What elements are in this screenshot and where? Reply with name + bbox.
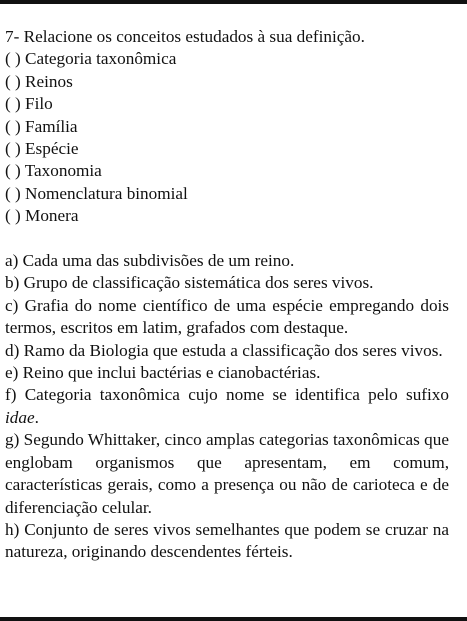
concept-item-taxonomia: ( ) Taxonomia [5,161,102,181]
definition-f-period: . [34,407,39,427]
concept-item-monera: ( ) Monera [5,206,79,226]
question-title: 7- Relacione os conceitos estudados à sua definição. [5,27,365,46]
spacer [5,228,449,250]
bottom-border-rule [0,617,467,621]
definition-e: e) Reino que inclui bactérias e cianobactérias. [5,363,321,383]
definition-c: c) Grafia do nome científico de uma espécie empregando dois termos, escritos em latim, grafados com destaque. [5,295,449,338]
concept-item-especie: ( ) Espécie [5,139,79,159]
concept-item-categoria-taxonomica: ( ) Categoria taxonômica [5,49,177,69]
question-block [5,26,449,564]
concept-item-nomenclatura-binomial: ( ) Nomenclatura binomial [5,183,188,203]
concept-item-reinos: ( ) Reinos [5,71,73,91]
definition-b: b) Grupo de classificação sistemática dos seres vivos. [5,273,374,293]
concept-item-filo: ( ) Filo [5,94,53,114]
definition-f [5,384,449,429]
definition-h: h) Conjunto de seres vivos semelhantes que podem se cruzar na natureza, originando descendentes férteis. [5,519,449,562]
definition-d: d) Ramo da Biologia que estuda a classificação dos seres vivos. [5,340,443,360]
definition-a: a) Cada uma das subdivisões de um reino. [5,251,295,271]
definition-f-text: f) Categoria taxonômica cujo nome se identifica pelo sufixo [5,385,449,405]
concept-item-familia: ( ) Família [5,116,78,136]
definition-g: g) Segundo Whittaker, cinco amplas categorias taxonômicas que englobam organismos que apresentam, em comum, características gerais, como a presença ou não de carioteca e de diferenciação celular. [5,430,449,517]
definition-f-suffix: idae [5,407,35,427]
top-border-rule [0,0,467,4]
